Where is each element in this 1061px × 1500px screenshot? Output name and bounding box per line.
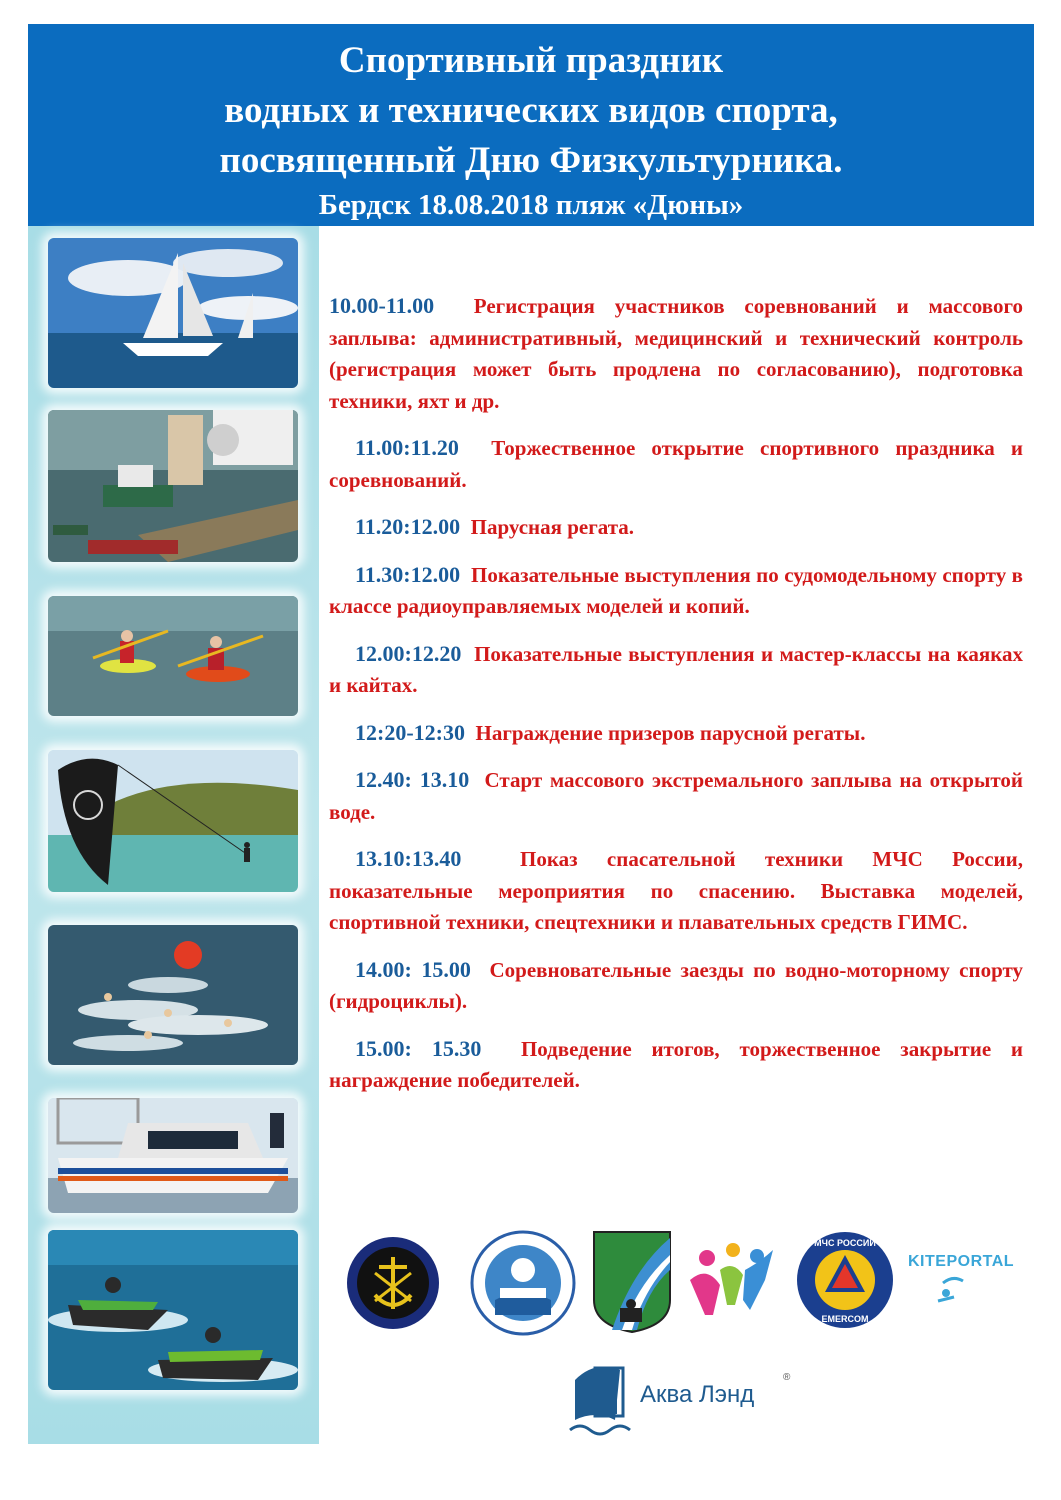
- photo-open-water-swim: [48, 925, 298, 1065]
- aqualand-text: Аква Лэнд: [640, 1381, 755, 1408]
- title-line-3: посвященный Дню Физкультурника.: [219, 140, 843, 181]
- schedule-item: [329, 764, 1023, 828]
- schedule-item: [329, 432, 1023, 496]
- sports-figures-logo: [685, 1240, 775, 1320]
- schedule-text: Торжественное открытие спортивного праздника и соревнований.: [329, 436, 1023, 492]
- header-banner: [28, 24, 1034, 226]
- schedule-text: Парусная регата.: [470, 515, 635, 539]
- schedule-text: Регистрация участников соревнований и массового заплыва: административный, медицинский и технический контроль (регистрация может быть продлена по согласованию), подготовка техники, яхт и др.: [329, 294, 1023, 413]
- schedule-item: [329, 559, 1023, 623]
- photo-hovercraft: [48, 1098, 298, 1213]
- schedule-item: [329, 954, 1023, 1018]
- schedule-time: 13.10:13.40: [355, 846, 462, 871]
- schedule-item: [329, 717, 1023, 750]
- title-line-1: Спортивный праздник: [338, 40, 724, 81]
- schedule-time: 11.30:12.00: [355, 561, 461, 587]
- aqualand-logo: [565, 1350, 805, 1445]
- schedule-item: [329, 638, 1023, 702]
- photo-kitesurfing: [48, 750, 298, 892]
- kiteportal-logo: [908, 1253, 1018, 1313]
- schedule-item: [329, 843, 1023, 939]
- schedule-list: [329, 290, 1023, 1112]
- photo-sailing-yacht: [48, 238, 298, 388]
- schedule-time: 12:20-12:30: [355, 719, 465, 745]
- registered-mark: ®: [783, 1372, 791, 1383]
- schedule-time: 12.40: 13.10: [355, 767, 470, 792]
- mchs-bottom-text: EMERCOM: [821, 1314, 869, 1324]
- navy-anchor-logo: [345, 1235, 441, 1331]
- schedule-text: Соревновательные заезды по водно-моторному спорту (гидроциклы).: [329, 957, 1024, 1013]
- title-line-2: водных и технических видов спорта,: [224, 90, 838, 131]
- event-place-date: Бердск 18.08.2018 пляж «Дюны»: [318, 189, 744, 221]
- photo-kayaks: [48, 596, 298, 716]
- kiteportal-text: KITEPORTAL: [908, 1253, 1015, 1270]
- schedule-time: 11.20:12.00: [355, 514, 461, 539]
- schedule-text: Показательные выступления и мастер-классы на каяках и кайтах.: [329, 641, 1023, 697]
- schedule-item: [329, 1033, 1023, 1097]
- mchs-emblem-logo: [795, 1230, 895, 1330]
- photo-jet-skis: [48, 1230, 298, 1390]
- schedule-text: Показательные выступления по судомодельному спорту в классе радиоуправляемых моделей и копий.: [329, 562, 1023, 618]
- schedule-item: [329, 511, 1023, 544]
- schedule-text: Показ спасательной техники МЧС России, показательные мероприятия по спасению. Выставка моделей, спортивной техники, спецтехники и плавательных средств ГИМС.: [329, 847, 1024, 934]
- city-coat-of-arms-logo: [592, 1230, 672, 1334]
- schedule-text: Подведение итогов, торжественное закрытие и награждение победителей.: [329, 1036, 1024, 1092]
- schedule-time: 14.00: 15.00: [355, 956, 471, 982]
- schedule-time: 12.00:12.20: [355, 640, 462, 666]
- schedule-text: Награждение призеров парусной регаты.: [475, 720, 866, 745]
- partner-logos: [340, 1225, 1030, 1340]
- swim-school-logo: [470, 1230, 576, 1336]
- schedule-time: 10.00-11.00: [329, 293, 435, 318]
- schedule-time: 15.00: 15.30: [355, 1035, 482, 1061]
- schedule-item: [329, 290, 1023, 417]
- schedule-time: 11.00:11.20: [355, 435, 459, 460]
- schedule-text: Старт массового экстремального заплыва на открытой воде.: [329, 768, 1023, 824]
- mchs-top-text: МЧС РОССИИ: [814, 1238, 876, 1248]
- photo-ship-models: [48, 410, 298, 562]
- kite-icon: [908, 1271, 1018, 1306]
